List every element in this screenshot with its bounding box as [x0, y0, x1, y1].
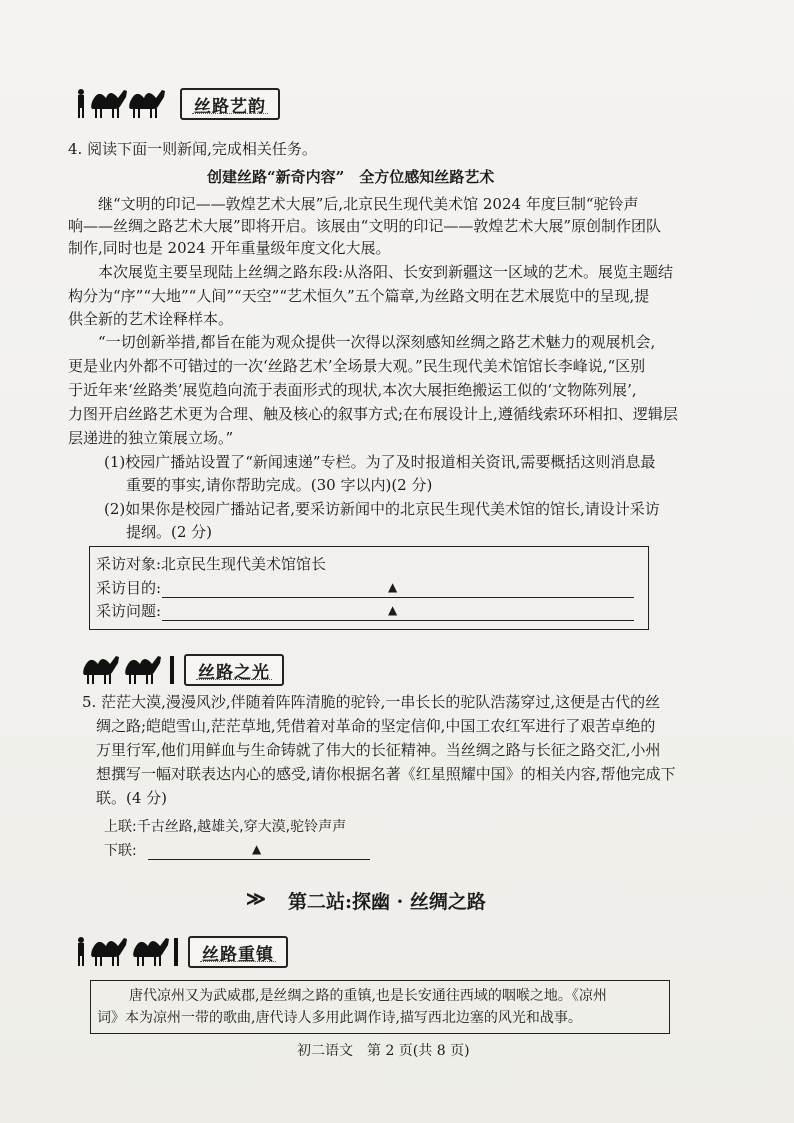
banner-label: 丝路艺韵	[180, 88, 280, 120]
sub-question-2-line2: 提纲。(2 分)	[126, 523, 213, 541]
camel-caravan-icon	[74, 80, 184, 120]
station-arrow-icon: ≫	[246, 888, 266, 910]
couplet-lower-answer-line[interactable]	[148, 858, 370, 860]
station-2-title: 第二站:探幽 · 丝绸之路	[288, 891, 486, 913]
banner-label: 丝路之光	[184, 654, 284, 686]
news-p3-line1: “一切创新举措,都旨在能为观众提供一次得以深刻感知丝绸之路艺术魅力的观展机会,	[98, 333, 656, 351]
news-p2-line3: 供全新的艺术诠释样本。	[68, 310, 234, 328]
news-p1-line1: 继“文明的印记——敦煌艺术大展”后,北京民生现代美术馆 2024 年度巨制“驼铃声	[98, 195, 639, 213]
news-title: 创建丝路“新奇内容” 全方位感知丝路艺术	[207, 168, 495, 186]
sub-question-1-line1: (1)校园广播站设置了“新闻速递”专栏。为了及时报道相关资讯,需要概括这则消息最	[104, 453, 656, 471]
banner-silk-road-light	[74, 646, 314, 686]
sub-question-2-line1: (2)如果你是校园广播站记者,要采访新闻中的北京民生现代美术馆的馆长,请设计采访	[104, 500, 660, 518]
news-p3-line5: 层递进的独立策展立场。”	[68, 429, 234, 447]
interview-question-answer-line[interactable]	[162, 619, 634, 621]
question-4-intro: 4. 阅读下面一则新闻,完成相关任务。	[68, 140, 317, 158]
couplet-lower-label: 下联:	[104, 843, 137, 859]
page-footer: 初二语文 第 2 页(共 8 页)	[297, 1043, 470, 1059]
sub-question-1-line2: 重要的事实,请你帮助完成。(30 字以内)(2 分)	[126, 476, 433, 494]
banner-silk-road-art	[74, 80, 294, 120]
news-p2-line1: 本次展览主要呈现陆上丝绸之路东段:从洛阳、长安到新疆这一区域的艺术。展览主题结	[98, 263, 674, 281]
news-p2-line2: 构分为“序”“大地”“人间”“天空”“艺术恒久”五个篇章,为丝路文明在艺术展览中的呈现,提	[68, 287, 650, 305]
interview-purpose-answer-line[interactable]	[162, 596, 634, 598]
camel-caravan-icon	[74, 646, 184, 686]
info-line-2: 词》本为凉州一带的歌曲,唐代诗人多用此调作诗,描写西北边塞的风光和战事。	[97, 1010, 582, 1026]
interview-purpose-label: 采访目的:	[96, 579, 162, 597]
question-5-line5: 联。(4 分)	[96, 789, 168, 807]
camel-caravan-icon	[74, 928, 184, 968]
interview-target: 采访对象:北京民生现代美术馆馆长	[96, 555, 327, 573]
banner-silk-road-town	[74, 928, 314, 968]
news-p3-line4: 力图开启丝路艺术更为合理、触及核心的叙事方式;在布展设计上,遵循线索环环相扣、逻辑层	[68, 405, 678, 423]
news-p1-line2: 响——丝绸之路艺术大展”即将开启。该展由“文明的印记——敦煌艺术大展”原创制作团队	[68, 217, 662, 235]
news-p1-line3: 制作,同时也是 2024 开年重量级年度文化大展。	[68, 239, 391, 257]
question-5-line1: 5. 茫茫大漠,漫漫风沙,伴随着阵阵清脆的驼铃,一串长长的驼队浩荡穿过,这便是古代的丝	[82, 693, 661, 711]
answer-mark: ▲	[388, 580, 398, 594]
news-p3-line2: 更是业内外都不可错过的一次‘丝路艺术’全场景大观。”民生现代美术馆馆长李峰说,“区别	[68, 357, 646, 375]
interview-outline-box	[89, 546, 649, 630]
question-5-line2: 绸之路;皑皑雪山,茫茫草地,凭借着对革命的坚定信仰,中国工农红军进行了艰苦卓绝的	[96, 717, 656, 735]
question-5-line4: 想撰写一幅对联表达内心的感受,请你根据名著《红星照耀中国》的相关内容,帮他完成下	[96, 765, 676, 783]
answer-mark: ▲	[252, 842, 262, 856]
banner-label: 丝路重镇	[188, 936, 288, 968]
info-line-1: 唐代凉州又为武威郡,是丝绸之路的重镇,也是长安通往西域的咽喉之地。《凉州	[129, 988, 607, 1004]
couplet-upper: 上联:千古丝路,越雄关,穿大漠,驼铃声声	[104, 819, 347, 835]
liangzhou-info-box	[90, 980, 670, 1034]
news-p3-line3: 于近年来‘丝路类’展览趋向流于表面形式的现状,本次大展拒绝搬运工似的‘文物陈列展’,	[68, 381, 637, 399]
answer-mark: ▲	[388, 603, 398, 617]
question-5-line3: 万里行军,他们用鲜血与生命铸就了伟大的长征精神。当丝绸之路与长征之路交汇,小州	[96, 741, 661, 759]
interview-question-label: 采访问题:	[96, 602, 162, 620]
